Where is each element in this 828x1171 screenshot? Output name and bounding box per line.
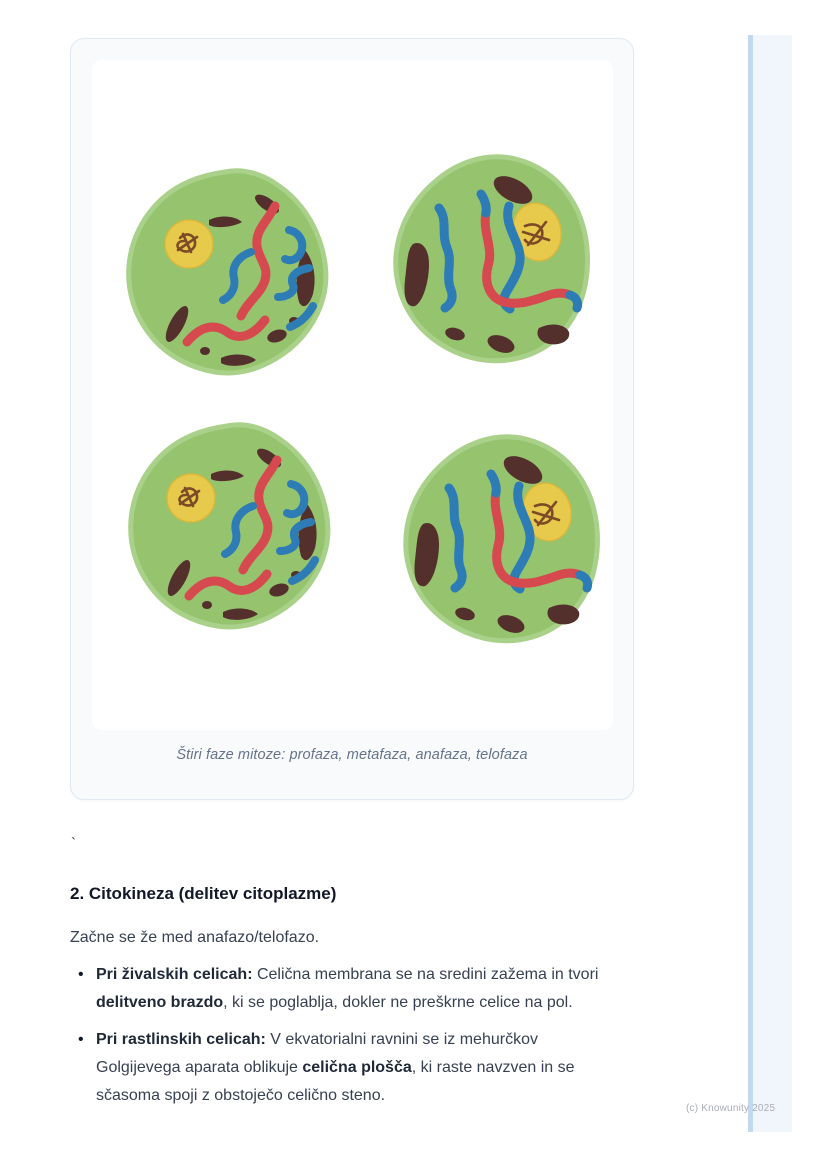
bullet-text-segment: Celična membrana se na sredini zažema in tvori <box>252 966 599 983</box>
bullet-list <box>70 961 626 1119</box>
mitosis-cells-illustration <box>92 60 613 730</box>
mitosis-image <box>92 60 613 730</box>
bullet-text-segment: , ki raste navzven in se sčasoma spoji z obstoječo celično steno. <box>96 1059 575 1104</box>
cell-metafaza <box>396 157 588 361</box>
bullet-term-bold: celična plošča <box>302 1059 412 1076</box>
bullet-text-segment: , ki se poglablja, dokler ne preškrne celice na pol. <box>223 994 573 1011</box>
cell-telofaza <box>406 437 598 641</box>
intro-paragraph: Začne se že med anafazo/telofazo. <box>70 929 320 946</box>
bullet-lead-bold: Pri rastlinskih celicah: <box>96 1031 266 1048</box>
bullet-animal-cells <box>70 961 626 1017</box>
copyright-watermark: (c) Knowunity 2025 <box>686 1103 776 1114</box>
cell-anafaza <box>131 425 328 627</box>
bullet-lead-bold: Pri živalskih celicah: <box>96 966 253 983</box>
section-heading: 2. Citokineza (delitev citoplazme) <box>70 884 337 903</box>
figure-caption: Štiri faze mitoze: profaza, metafaza, anafaza, telofaza <box>176 747 528 763</box>
cell-profaza <box>129 171 326 373</box>
bullet-term-bold: delitveno brazdo <box>96 994 224 1011</box>
bullet-text-segment: V ekvatorialni ravnini se iz mehurčkov Golgijevega aparata oblikuje <box>96 1031 538 1076</box>
mitosis-figure-card <box>70 38 634 800</box>
bullet-plant-cells <box>70 1026 626 1110</box>
stray-backtick: ` <box>71 835 76 852</box>
page-edge-band <box>748 35 792 1132</box>
